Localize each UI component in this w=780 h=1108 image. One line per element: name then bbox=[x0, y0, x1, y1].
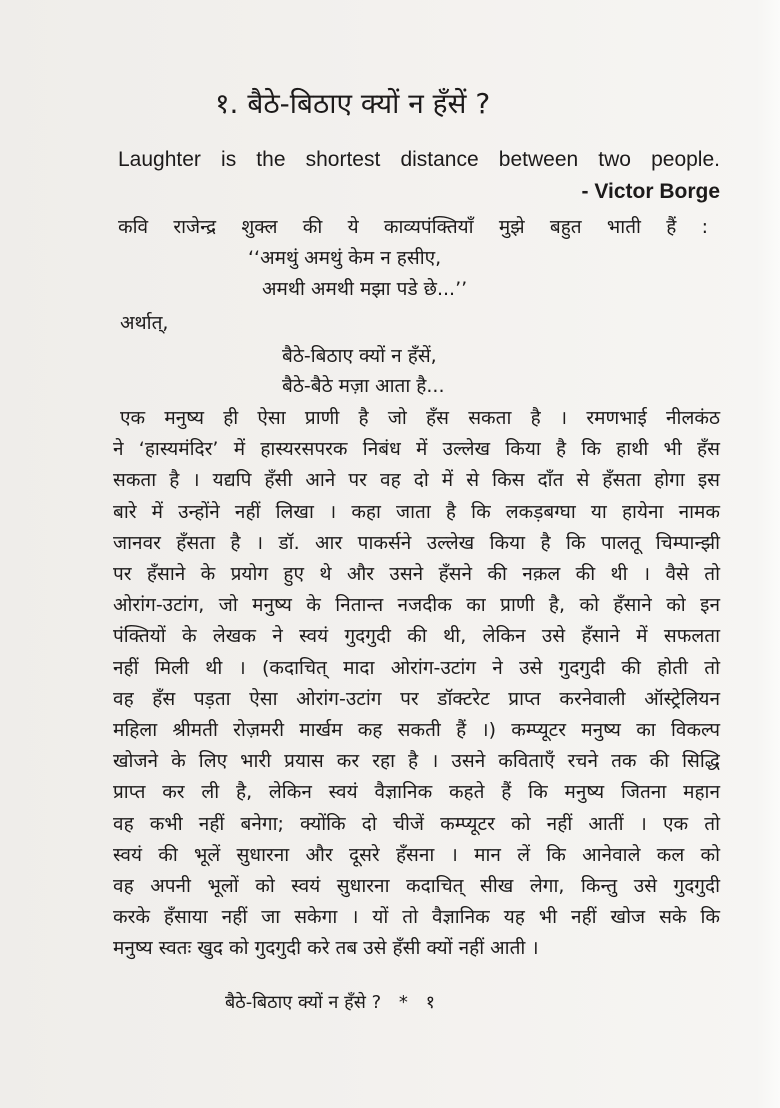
body-line: बारे में उन्होंने नहीं लिखा । कहा जाता है कि लकड़बग्घा या हायेना नामक bbox=[113, 500, 720, 523]
body-line: पंक्तियों के लेखक ने स्वयं गुदगुदी की थी, लेकिन उसे हँसाने में सफलता bbox=[113, 625, 720, 648]
body-line: सकता है । यद्यपि हँसी आने पर वह दो में से किस दाँत से हँसता होगा इस bbox=[113, 469, 720, 492]
body-line: जानवर हँसता है । डॉ. आर पाकर्सने उल्लेख किया है कि पालतू चिम्पान्झी bbox=[113, 531, 720, 554]
body-line: महिला श्रीमती रोज़मरी मार्खम कह सकती हैं ।) कम्प्यूटर मनुष्य का विकल्प bbox=[113, 719, 720, 741]
hindi-verse-line: बैठे-बैठे मज़ा आता है... bbox=[282, 375, 445, 397]
body-line: मनुष्य स्वतः खुद को गुदगुदी करे तब उसे हँसी क्यों नहीं आती । bbox=[113, 937, 539, 960]
running-title: बैठे-बिठाए क्यों न हँसे ? bbox=[225, 992, 382, 1013]
intro-line: कवि राजेन्द्र शुक्ल की ये काव्यपंक्तियाँ मुझे बहुत भाती हैं : bbox=[118, 216, 708, 238]
body-line: ने ‘हास्यमंदिर’ में हास्यरसपरक निबंध में उल्लेख किया है कि हाथी भी हँस bbox=[113, 438, 720, 461]
hindi-verse-line: बैठे-बिठाए क्यों न हँसें, bbox=[282, 345, 437, 367]
body-line: ओरांग-उटांग, जो मनुष्य के नितान्त नजदीक का प्राणी है, को हँसाने को इन bbox=[113, 594, 720, 617]
body-line: नहीं मिली थी । (कदाचित् मादा ओरांग-उटांग ने उसे गुदगुदी की होती तो bbox=[113, 656, 720, 679]
body-line: वह हँस पड़ता ऐसा ओरांग-उटांग पर डॉक्टरेट प्राप्त करनेवाली ऑस्ट्रेलियन bbox=[113, 687, 720, 710]
body-line: वह कभी नहीं बनेगा; क्योंकि दो चीजें कम्प्यूटर को नहीं आतीं । एक तो bbox=[113, 812, 720, 835]
body-line: करके हँसाया नहीं जा सकेगा । यों तो वैज्ञानिक यह भी नहीं खोज सके कि bbox=[113, 906, 721, 929]
arthat-label: अर्थात्, bbox=[120, 312, 169, 334]
footer-separator: * bbox=[398, 992, 408, 1013]
body-line: एक मनुष्य ही ऐसा प्राणी है जो हँस सकता है । रमणभाई नीलकंठ bbox=[120, 407, 720, 429]
body-line: प्राप्त कर ली है, लेकिन स्वयं वैज्ञानिक कहते हैं कि मनुष्य जितना महान bbox=[113, 781, 720, 804]
body-line: स्वयं की भूलें सुधारना और दूसरे हँसना । मान लें कि आनेवाले कल को bbox=[113, 843, 720, 866]
epigraph-quote: Laughter is the shortest distance between two people. bbox=[118, 148, 720, 171]
page-footer bbox=[225, 990, 435, 1014]
body-line: पर हँसाने के प्रयोग हुए थे और उसने हँसने की नक़ल की थी । वैसे तो bbox=[113, 563, 720, 585]
chapter-title: १. बैठे-बिठाए क्यों न हँसें ? bbox=[215, 87, 491, 120]
body-line: खोजने के लिए भारी प्रयास कर रहा है । उसने कविताएँ रचने तक की सिद्धि bbox=[113, 750, 720, 773]
gujarati-verse-line: अमथी अमथी मझा पडे छे...’’ bbox=[262, 278, 468, 300]
page-number: १ bbox=[425, 992, 435, 1013]
gujarati-verse-line: ‘‘अमथुं अमथुं केम न हसीए, bbox=[248, 247, 442, 269]
body-line: वह अपनी भूलों को स्वयं सुधारना कदाचित् सीख लेगा, किन्तु उसे गुदगुदी bbox=[113, 875, 720, 897]
epigraph-author: - Victor Borge bbox=[581, 180, 720, 203]
